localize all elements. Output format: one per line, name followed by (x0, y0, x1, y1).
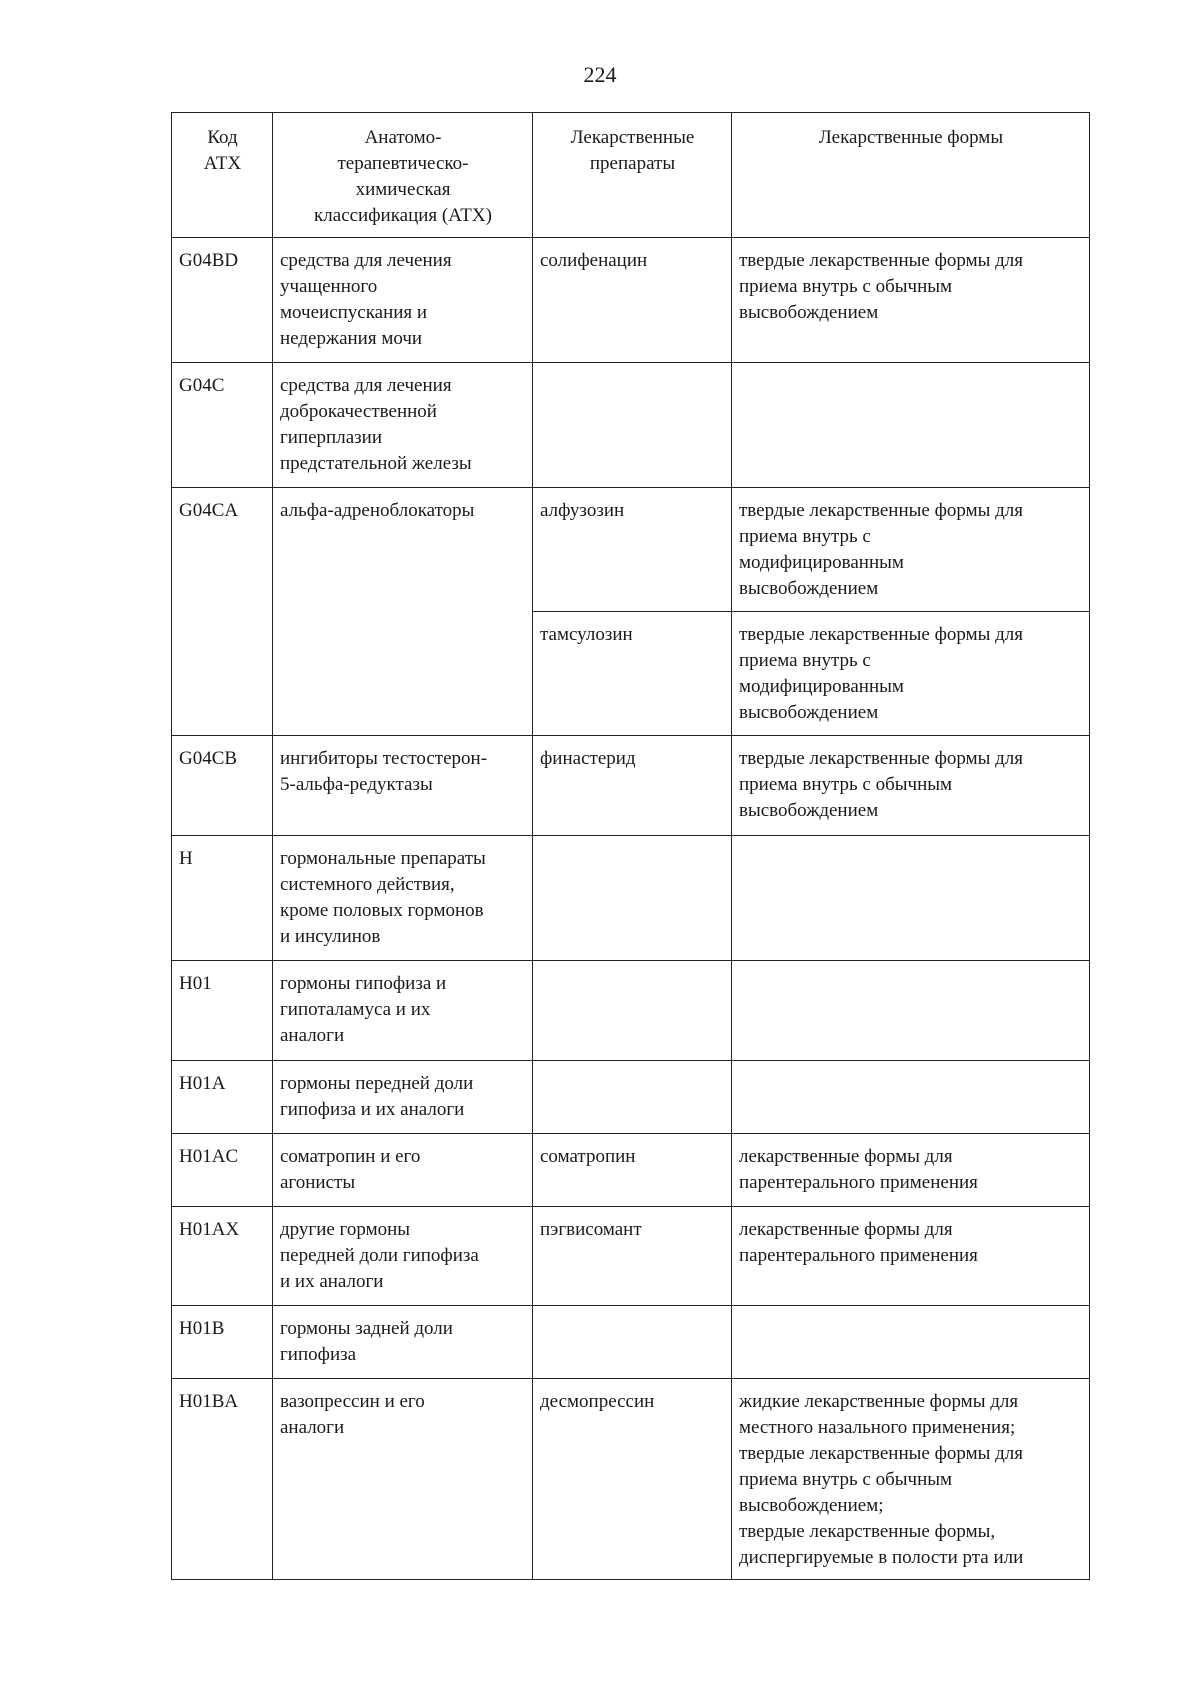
table-row (172, 488, 1090, 612)
cell-code: H01AX (172, 1207, 273, 1306)
cell-classification: гормональные препараты системного действия, кроме половых гормонов и инсулинов (273, 836, 533, 961)
table-header-row (172, 113, 1090, 238)
table-row (172, 736, 1090, 836)
cell-code: H01AC (172, 1134, 273, 1207)
cell-classification: гормоны передней доли гипофиза и их аналоги (273, 1061, 533, 1134)
cell-forms: твердые лекарственные формы для приема внутрь с обычным высвобождением (732, 736, 1090, 836)
cell-drug: пэгвисомант (533, 1207, 732, 1306)
cell-code: G04CB (172, 736, 273, 836)
cell-drug: десмопрессин (533, 1379, 732, 1580)
cell-classification: другие гормоны передней доли гипофиза и их аналоги (273, 1207, 533, 1306)
cell-forms (732, 961, 1090, 1061)
cell-drug (533, 836, 732, 961)
cell-forms: твердые лекарственные формы для приема внутрь с модифицированным высвобождением (732, 612, 1090, 736)
cell-code: G04BD (172, 238, 273, 363)
cell-drug (533, 1306, 732, 1379)
table-row (172, 363, 1090, 488)
cell-classification: средства для лечения доброкачественной гиперплазии предстательной железы (273, 363, 533, 488)
cell-code: G04C (172, 363, 273, 488)
cell-classification: вазопрессин и его аналоги (273, 1379, 533, 1580)
cell-drug (533, 1061, 732, 1134)
header-drugs: Лекарственные препараты (533, 113, 732, 238)
cell-code: H01A (172, 1061, 273, 1134)
cell-forms (732, 836, 1090, 961)
cell-code: G04CA (172, 488, 273, 736)
cell-classification: средства для лечения учащенного мочеиспускания и недержания мочи (273, 238, 533, 363)
cell-drug (533, 363, 732, 488)
header-forms: Лекарственные формы (732, 113, 1090, 238)
atx-drug-table (171, 112, 1090, 1580)
table-row (172, 1379, 1090, 1580)
cell-drug: солифенацин (533, 238, 732, 363)
table-row (172, 238, 1090, 363)
cell-classification: альфа-адреноблокаторы (273, 488, 533, 736)
cell-code: H (172, 836, 273, 961)
cell-classification: гормоны задней доли гипофиза (273, 1306, 533, 1379)
cell-forms: лекарственные формы для парентерального применения (732, 1134, 1090, 1207)
cell-drug: финастерид (533, 736, 732, 836)
cell-classification: соматропин и его агонисты (273, 1134, 533, 1207)
header-code: Код АТХ (172, 113, 273, 238)
cell-drug (533, 961, 732, 1061)
table-row (172, 1207, 1090, 1306)
cell-forms (732, 1061, 1090, 1134)
cell-code: H01BA (172, 1379, 273, 1580)
cell-forms: твердые лекарственные формы для приема внутрь с обычным высвобождением (732, 238, 1090, 363)
cell-forms: жидкие лекарственные формы для местного назального применения; твердые лекарственные формы для приема внутрь с обычным высвобождением; твердые лекарственные формы, диспергируемые в полости рта или (732, 1379, 1090, 1580)
table-row (172, 1061, 1090, 1134)
header-classification: Анатомо- терапевтическо- химическая классификация (АТХ) (273, 113, 533, 238)
cell-code: H01B (172, 1306, 273, 1379)
cell-drug: тамсулозин (533, 612, 732, 736)
table-row (172, 836, 1090, 961)
table-row (172, 961, 1090, 1061)
cell-drug: соматропин (533, 1134, 732, 1207)
cell-forms: твердые лекарственные формы для приема внутрь с модифицированным высвобождением (732, 488, 1090, 612)
cell-drug: алфузозин (533, 488, 732, 612)
cell-classification: ингибиторы тестостерон- 5-альфа-редуктазы (273, 736, 533, 836)
cell-code: H01 (172, 961, 273, 1061)
cell-forms (732, 363, 1090, 488)
table-row (172, 1134, 1090, 1207)
page-number: 224 (583, 62, 617, 87)
cell-forms (732, 1306, 1090, 1379)
table-row (172, 1306, 1090, 1379)
cell-classification: гормоны гипофиза и гипоталамуса и их аналоги (273, 961, 533, 1061)
cell-forms: лекарственные формы для парентерального применения (732, 1207, 1090, 1306)
